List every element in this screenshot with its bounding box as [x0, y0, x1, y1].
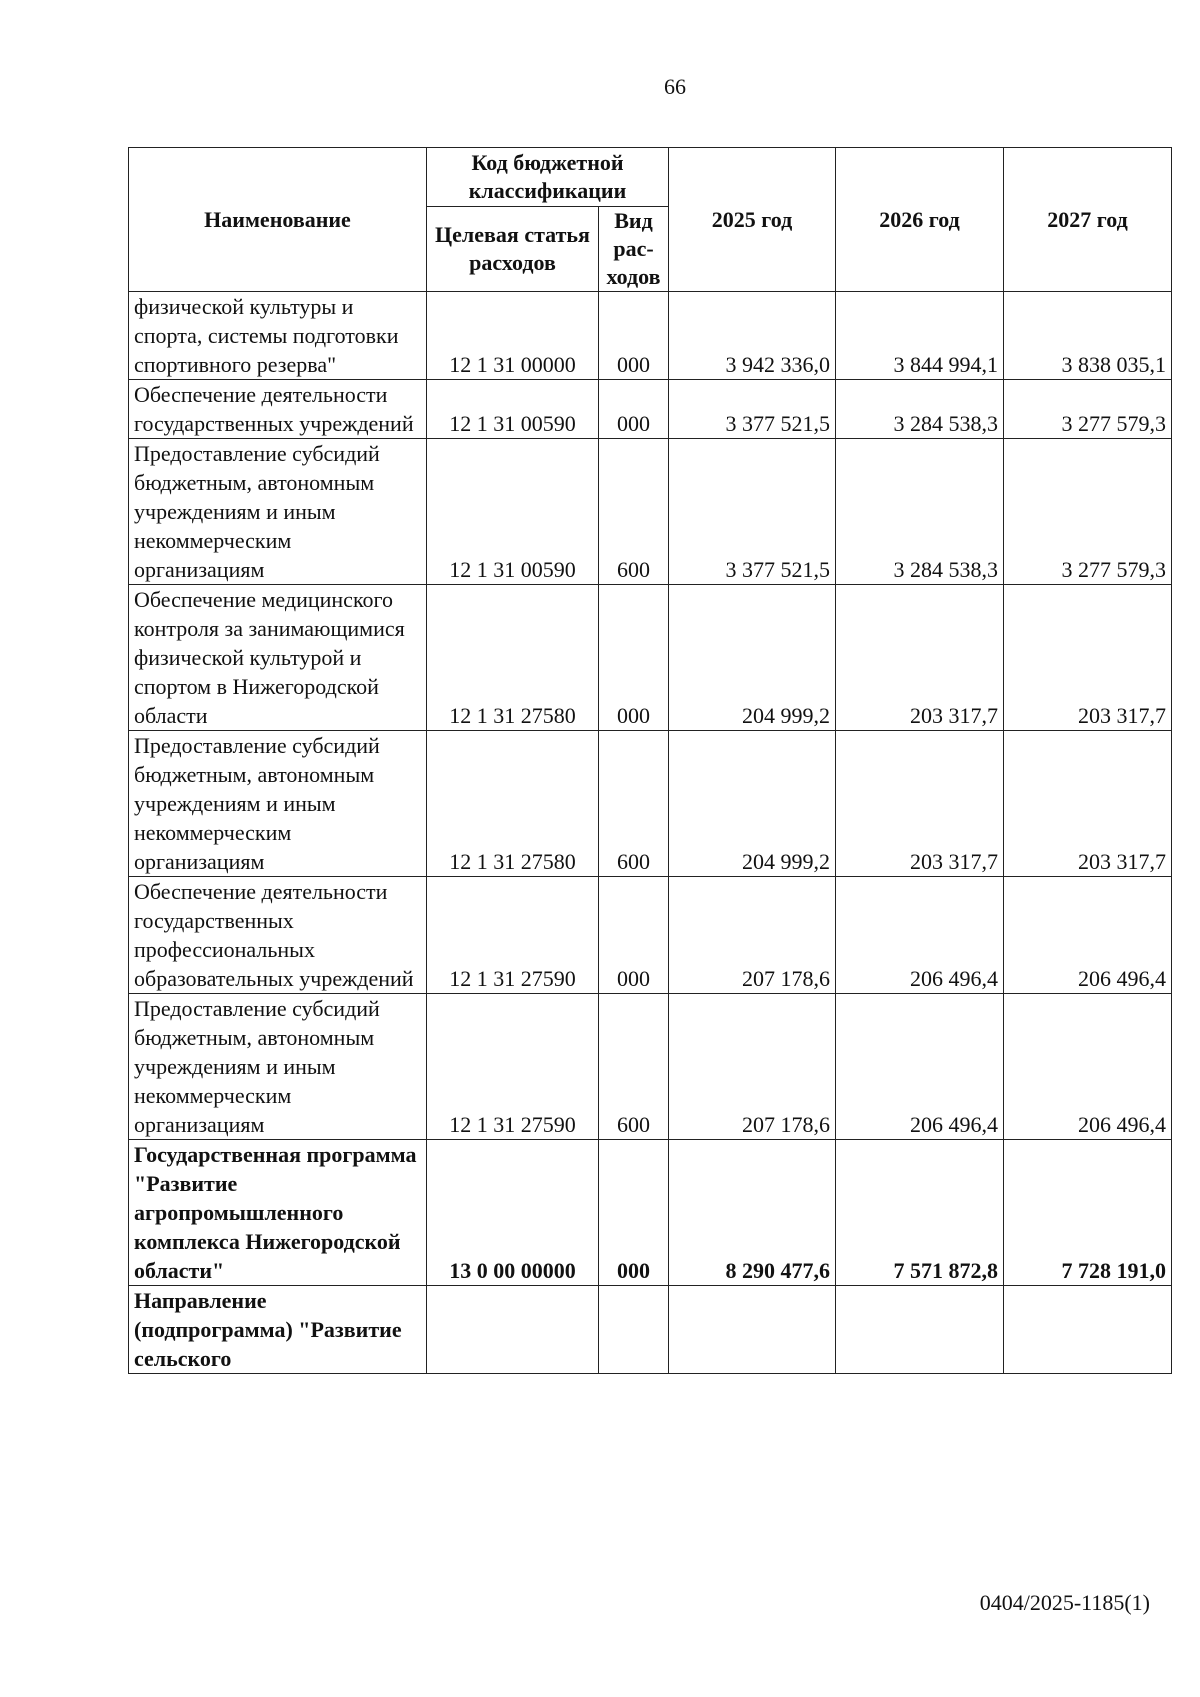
document-id: 0404/2025-1185(1)	[979, 1590, 1150, 1615]
row-2027: 203 317,7	[1004, 731, 1172, 877]
row-2027: 3 838 035,1	[1004, 292, 1172, 380]
row-vid: 600	[599, 731, 669, 877]
header-vid: Вид рас-ходов	[599, 207, 669, 292]
row-name: Предоставление субсидий бюджетным, автономным учреждениям и иным некоммерческим организациям	[129, 994, 427, 1140]
row-2027: 3 277 579,3	[1004, 380, 1172, 439]
row-name: Направление (подпрограмма) "Развитие сельского	[129, 1286, 427, 1374]
table-row	[129, 877, 1172, 994]
row-2025	[669, 1286, 836, 1374]
row-2027: 3 277 579,3	[1004, 439, 1172, 585]
row-code: 12 1 31 00590	[427, 380, 599, 439]
row-2026: 3 844 994,1	[836, 292, 1004, 380]
table-row-subprogram	[129, 1286, 1172, 1374]
row-code: 12 1 31 27580	[427, 585, 599, 731]
row-name: Обеспечение медицинского контроля за занимающимися физической культурой и спортом в Нижегородской области	[129, 585, 427, 731]
row-2025: 3 942 336,0	[669, 292, 836, 380]
row-vid: 000	[599, 1140, 669, 1286]
row-name: Предоставление субсидий бюджетным, автономным учреждениям и иным некоммерческим организациям	[129, 731, 427, 877]
table-row	[129, 731, 1172, 877]
header-name: Наименование	[129, 148, 427, 292]
table-row	[129, 439, 1172, 585]
row-2027: 206 496,4	[1004, 877, 1172, 994]
row-2025: 3 377 521,5	[669, 439, 836, 585]
row-2026: 7 571 872,8	[836, 1140, 1004, 1286]
row-vid: 600	[599, 994, 669, 1140]
header-2027: 2027 год	[1004, 148, 1172, 292]
row-2026: 206 496,4	[836, 994, 1004, 1140]
row-2026: 206 496,4	[836, 877, 1004, 994]
row-2027: 203 317,7	[1004, 585, 1172, 731]
table-header-row-1	[129, 148, 1172, 207]
row-vid	[599, 1286, 669, 1374]
header-2026: 2026 год	[836, 148, 1004, 292]
row-2026: 203 317,7	[836, 585, 1004, 731]
budget-table	[128, 147, 1172, 1374]
row-code: 12 1 31 00000	[427, 292, 599, 380]
row-code	[427, 1286, 599, 1374]
row-code: 12 1 31 27580	[427, 731, 599, 877]
row-2027: 206 496,4	[1004, 994, 1172, 1140]
row-2026	[836, 1286, 1004, 1374]
row-2025: 207 178,6	[669, 877, 836, 994]
row-2025: 207 178,6	[669, 994, 836, 1140]
row-2026: 3 284 538,3	[836, 439, 1004, 585]
table-row	[129, 292, 1172, 380]
table-row	[129, 380, 1172, 439]
row-vid: 000	[599, 380, 669, 439]
row-2027: 7 728 191,0	[1004, 1140, 1172, 1286]
row-name: Государственная программа "Развитие агропромышленного комплекса Нижегородской области"	[129, 1140, 427, 1286]
row-2025: 204 999,2	[669, 585, 836, 731]
row-2027	[1004, 1286, 1172, 1374]
row-name: Обеспечение деятельности государственных учреждений	[129, 380, 427, 439]
row-code: 12 1 31 27590	[427, 994, 599, 1140]
row-2026: 3 284 538,3	[836, 380, 1004, 439]
header-target: Целевая статья расходов	[427, 207, 599, 292]
row-name: Обеспечение деятельности государственных профессиональных образовательных учреждений	[129, 877, 427, 994]
row-vid: 600	[599, 439, 669, 585]
row-name: физической культуры и спорта, системы подготовки спортивного резерва"	[129, 292, 427, 380]
header-code-group: Код бюджетной классификации	[427, 148, 669, 207]
table-row	[129, 994, 1172, 1140]
row-vid: 000	[599, 585, 669, 731]
table-row-program	[129, 1140, 1172, 1286]
row-vid: 000	[599, 877, 669, 994]
row-2025: 204 999,2	[669, 731, 836, 877]
row-2025: 3 377 521,5	[669, 380, 836, 439]
row-code: 12 1 31 00590	[427, 439, 599, 585]
row-2025: 8 290 477,6	[669, 1140, 836, 1286]
row-2026: 203 317,7	[836, 731, 1004, 877]
row-code: 13 0 00 00000	[427, 1140, 599, 1286]
table-row	[129, 585, 1172, 731]
row-code: 12 1 31 27590	[427, 877, 599, 994]
row-name: Предоставление субсидий бюджетным, автономным учреждениям и иным некоммерческим организациям	[129, 439, 427, 585]
page-number: 66	[664, 74, 686, 99]
header-2025: 2025 год	[669, 148, 836, 292]
row-vid: 000	[599, 292, 669, 380]
